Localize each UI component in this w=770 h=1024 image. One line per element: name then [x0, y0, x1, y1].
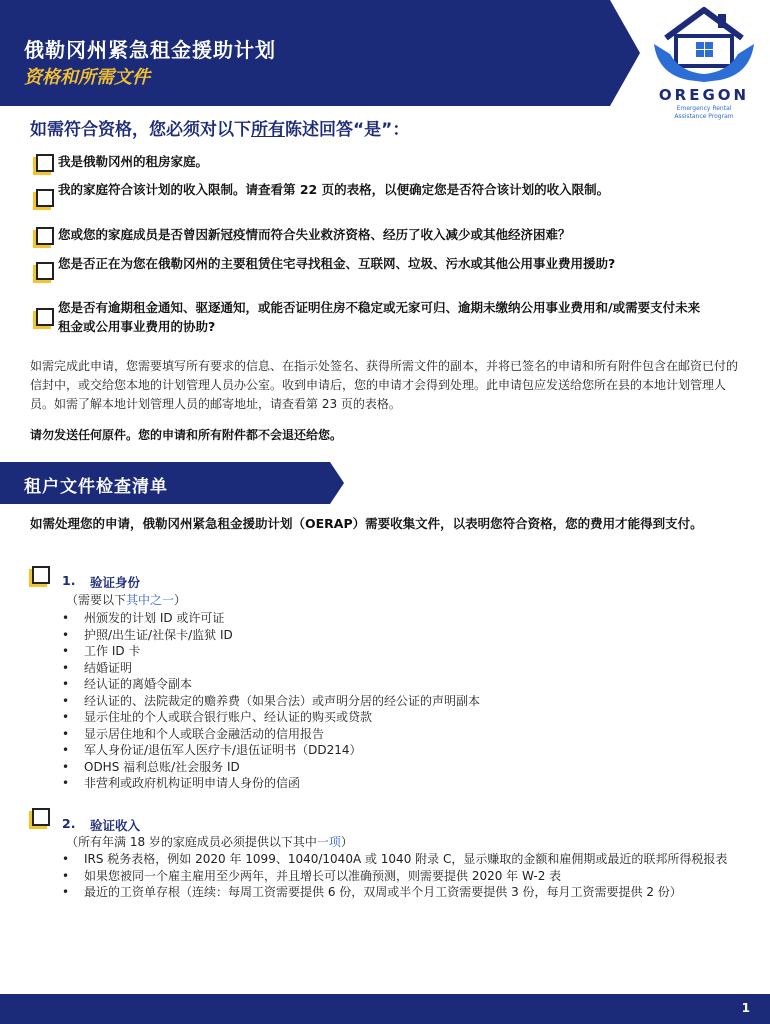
- statement-3: 您或您的家庭成员是否曾因新冠疫情而符合失业救济资格、经历了收入减少或其他经济困难？: [58, 227, 571, 242]
- statement-2: 我的家庭符合该计划的收入限制。请查看第 22 页的表格，以便确定您是否符合该计划的收入限制。: [58, 182, 610, 197]
- heading-prefix: 如需符合资格，您必须对以下: [30, 120, 251, 140]
- checklist-title: 租户文件检查清单: [24, 477, 168, 497]
- item-note: [66, 833, 353, 850]
- list-item: • 经认证的离婚令副本: [62, 676, 762, 693]
- statement-1: 我是俄勒冈州的租房家庭。: [58, 154, 209, 169]
- note-prefix: （需要以下: [66, 593, 127, 607]
- list-item: • 显示居住地和个人或联合金融活动的信用报告: [62, 726, 762, 743]
- heading-emphasis: 所有: [251, 120, 285, 140]
- page-number: 1: [741, 1001, 750, 1015]
- statement-checkbox-5[interactable]: [36, 308, 54, 326]
- heading-suffix: ：: [392, 120, 410, 140]
- logo-tagline-1: Emergency Rental: [676, 105, 732, 112]
- list-item: • 工作 ID 卡: [62, 643, 762, 660]
- logo-tagline-2: Assistance Program: [674, 113, 734, 120]
- list-item: • 显示住址的个人或联合银行账户、经认证的购买或贷款: [62, 709, 762, 726]
- statement-checkbox-3[interactable]: [36, 227, 54, 245]
- item-number: 1.: [62, 573, 76, 588]
- no-originals-note: 请勿发送任何原件。您的申请和所有附件都不会退还给您。: [30, 428, 343, 442]
- note-suffix: ）: [174, 593, 187, 607]
- statement-5: 您是否有逾期租金通知、驱逐通知，或能否证明住房不稳定或无家可归、逾期未缴纳公用事业费用和/或需要支付未来租金或公用事业费用的协助?: [58, 300, 701, 334]
- checklist-checkbox-2[interactable]: [32, 808, 50, 826]
- list-item: • 州颁发的计划 ID 或许可证: [62, 610, 762, 627]
- identity-document-list: [62, 610, 762, 792]
- item-title-verify-income: 验证收入: [90, 818, 141, 833]
- page-subtitle: 资格和所需文件: [24, 67, 150, 88]
- note-highlight: 一项: [316, 835, 341, 849]
- list-item: • ODHS 福利总账/社会服务 ID: [62, 759, 762, 776]
- application-instructions: 如需完成此申请，您需要填写所有要求的信息、在指示处签名、获得所需文件的副本，并将已签名的申请和所有附件包含在邮资已付的信封中，或交给您本地的计划管理人员办公室。收到申请后，您的申请才会得到处理。此申请包应发送给您所在县的本地计划管理人员。如需了解本地计划管理人员的邮寄地址，请查看第 23 页的表格。: [30, 359, 739, 411]
- heading-yes: “是”: [353, 120, 393, 140]
- statement-4: 您是否正在为您在俄勒冈州的主要租赁住宅寻找租金、互联网、垃圾、污水或其他公用事业费用援助?: [58, 256, 616, 271]
- list-item: • IRS 税务表格，例如 2020 年 1099、1040/1040A 或 1040 附录 C，显示赚取的金额和雇佣期或最近的联邦所得税报表: [62, 851, 762, 868]
- page-title: 俄勒冈州紧急租金援助计划: [24, 38, 276, 62]
- income-document-list: [62, 851, 762, 901]
- statement-checkbox-4[interactable]: [36, 262, 54, 280]
- statement-checkbox-1[interactable]: [36, 154, 54, 172]
- note-suffix: ）: [340, 835, 353, 849]
- note-highlight: 其中之一: [126, 593, 175, 607]
- list-item: • 军人身份证/退伍军人医疗卡/退伍证明书（DD214）: [62, 742, 762, 759]
- note-prefix: （所有年满 18 岁的家庭成员必须提供以下其中: [66, 835, 317, 849]
- list-item: • 非营利或政府机构证明申请人身份的信函: [62, 775, 762, 792]
- item-number: 2.: [62, 816, 76, 831]
- footer-bar: [0, 994, 770, 1024]
- oregon-erap-logo: [648, 4, 760, 120]
- logo-wordmark: OREGON: [658, 86, 750, 104]
- checklist-intro: 如需处理您的申请，俄勒冈州紧急租金援助计划（OERAP）需要收集文件，以表明您符合资格，您的费用才能得到支付。: [30, 516, 703, 531]
- item-title-verify-identity: 验证身份: [90, 575, 141, 590]
- eligibility-heading: [30, 115, 409, 140]
- list-item: • 护照/出生证/社保卡/监狱 ID: [62, 627, 762, 644]
- house-hands-icon: [648, 4, 760, 88]
- heading-middle: 陈述回答: [285, 120, 353, 140]
- list-item: • 最近的工资单存根（连续：每周工资需要提供 6 份，双周或半个月工资需要提供 3 份，每月工资需要提供 2 份）: [62, 884, 762, 901]
- list-item: • 如果您被同一个雇主雇用至少两年，并且增长可以准确预测，则需要提供 2020 年 W-2 表: [62, 868, 762, 885]
- list-item: • 经认证的、法院裁定的赡养费（如果合法）或声明分居的经公证的声明副本: [62, 693, 762, 710]
- statement-checkbox-2[interactable]: [36, 189, 54, 207]
- list-item: • 结婚证明: [62, 660, 762, 677]
- item-note: [66, 591, 186, 608]
- checklist-checkbox-1[interactable]: [32, 566, 50, 584]
